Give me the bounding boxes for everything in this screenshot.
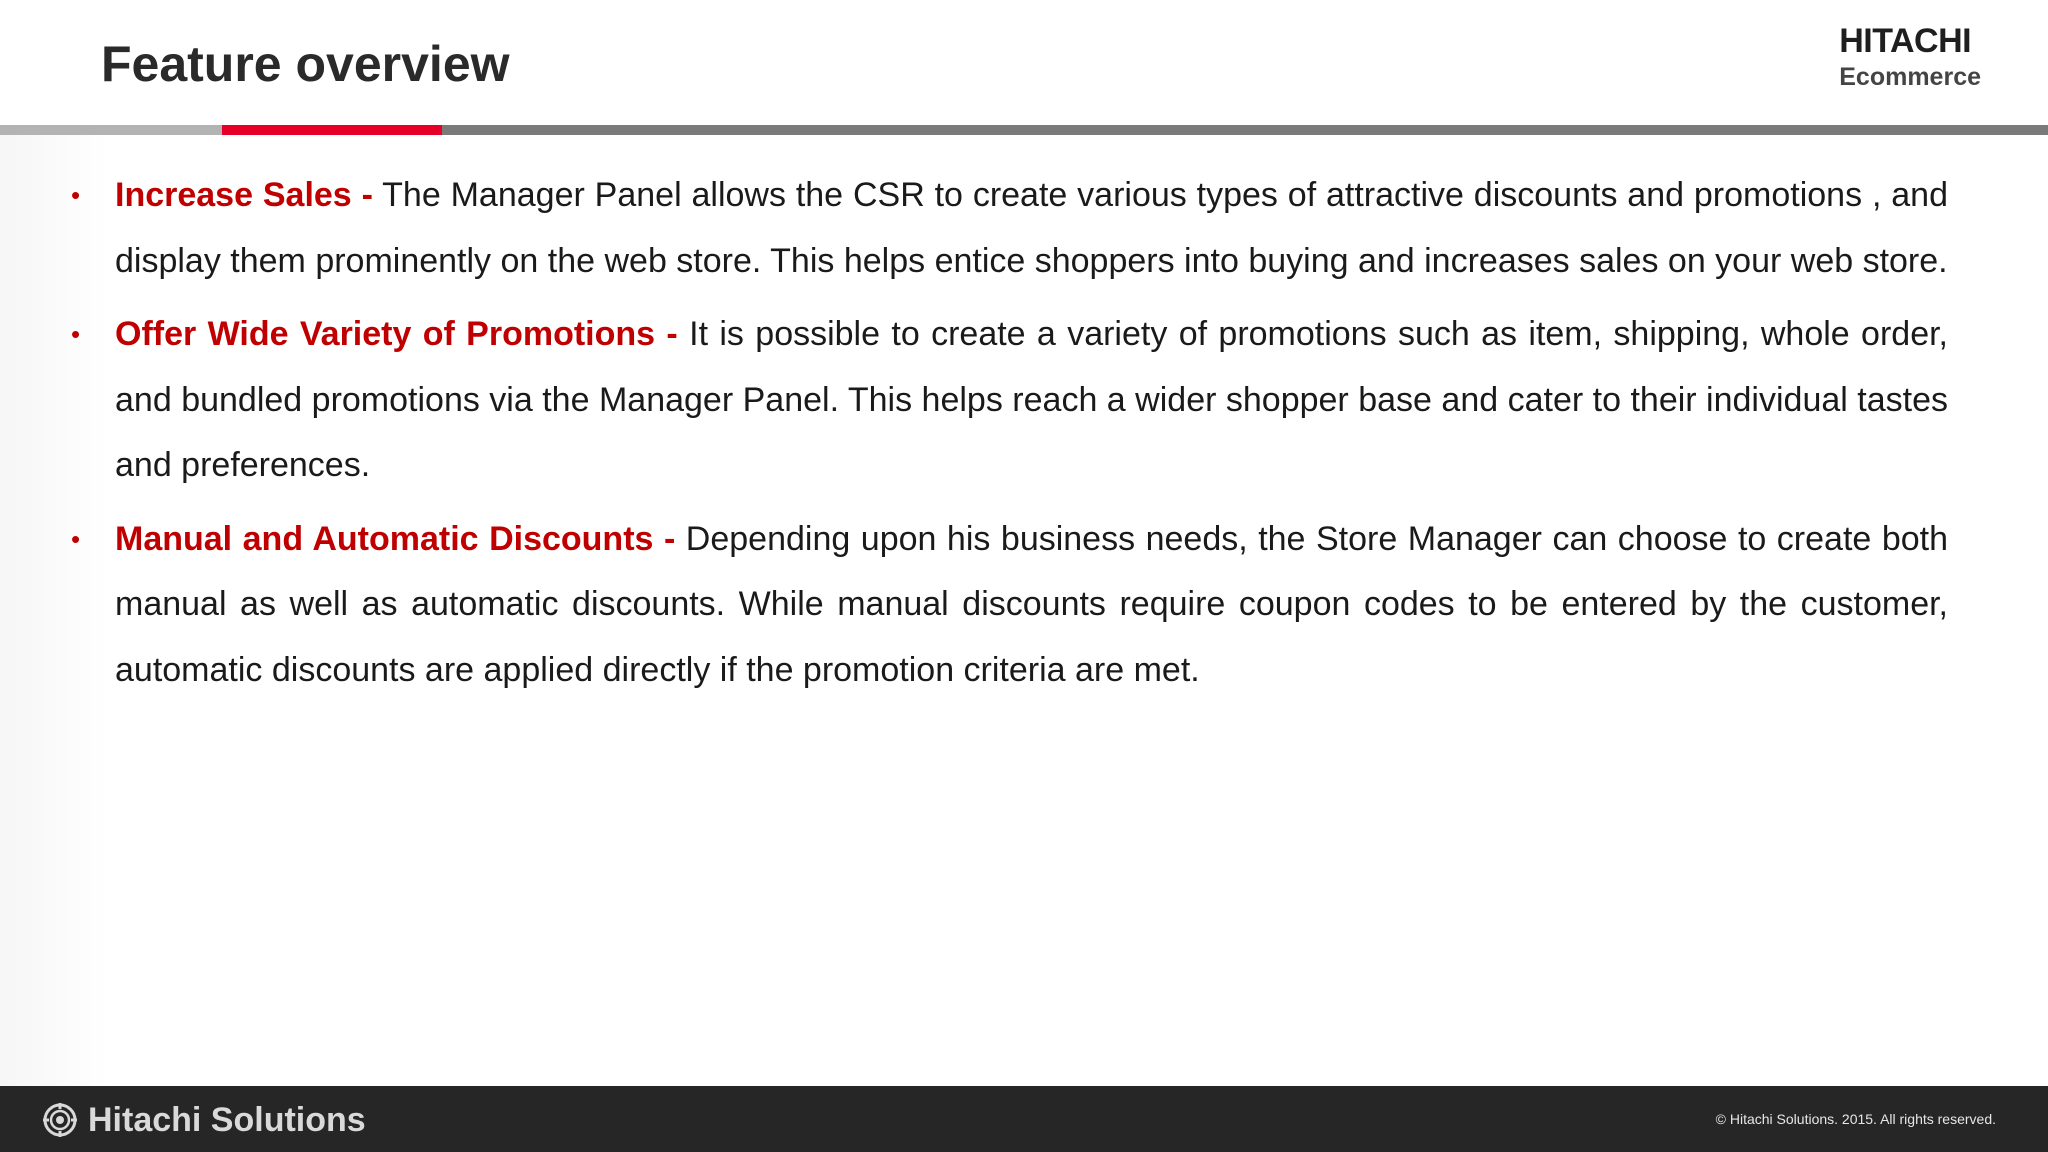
divider-segment-gray bbox=[0, 125, 222, 135]
bullet-heading: Offer Wide Variety of Promotions - bbox=[115, 315, 678, 353]
bullet-increase-sales bbox=[69, 163, 1948, 294]
bullet-dot-icon: • bbox=[71, 180, 81, 210]
bullet-manual-automatic-discounts bbox=[69, 507, 1948, 704]
copyright-notice: © Hitachi Solutions. 2015. All rights reserved. bbox=[1715, 1111, 1996, 1127]
footer-logo-text: Hitachi Solutions bbox=[88, 1101, 366, 1139]
bullet-heading: Increase Sales - bbox=[115, 176, 373, 214]
bullet-text: It is possible to create a variety of promotions such as item, shipping, whole order, and bundled promotions via the Manager Panel. This helps reach a wider shopper base and cater to their individual tastes and preferences. bbox=[115, 315, 1949, 484]
hitachi-ecommerce-logo bbox=[1839, 22, 1981, 92]
bullet-wide-variety-promotions bbox=[69, 302, 1948, 499]
bullet-heading: Manual and Automatic Discounts - bbox=[115, 519, 676, 558]
bullet-dot-icon: • bbox=[71, 319, 81, 349]
hitachi-emblem-icon bbox=[42, 1102, 78, 1138]
divider-segment-dark bbox=[442, 125, 2048, 135]
header-divider bbox=[0, 125, 2048, 135]
logo-brand-text: HITACHI bbox=[1839, 22, 1972, 60]
bullet-dot-icon: • bbox=[71, 523, 81, 554]
logo-sub-text: Ecommerce bbox=[1839, 63, 1981, 91]
hitachi-solutions-logo bbox=[42, 1100, 366, 1140]
page-title: Feature overview bbox=[101, 36, 510, 92]
slide-header bbox=[0, 0, 2048, 125]
bullet-text: The Manager Panel allows the CSR to create various types of attractive discounts and promotions , and display them prominently on the web store. This helps entice shoppers into buying and increases sales on your web store. bbox=[115, 176, 1948, 280]
slide-footer bbox=[0, 1086, 2048, 1152]
divider-segment-red bbox=[222, 125, 442, 135]
bullet-list bbox=[69, 163, 1948, 711]
bullet-text: Depending upon his business needs, the Store Manager can choose to create both manual as well as automatic discounts. While manual discounts require coupon codes to be entered by the customer, automatic discounts are applied directly if the promotion criteria are met. bbox=[115, 519, 1948, 689]
